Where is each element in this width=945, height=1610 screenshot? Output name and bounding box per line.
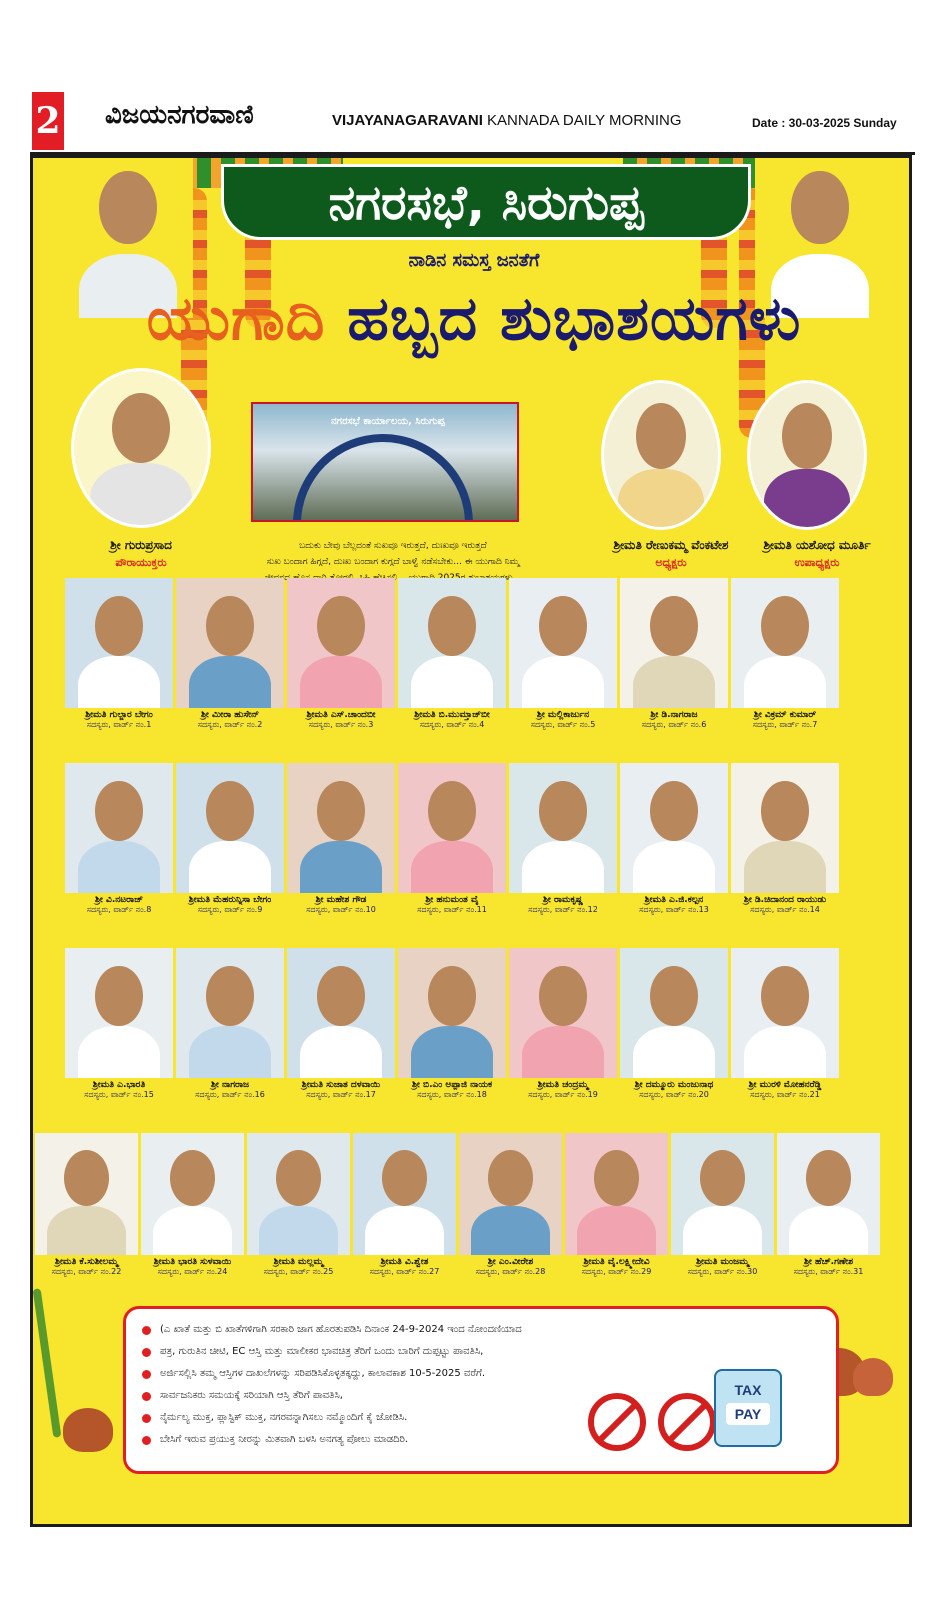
member-name: ಶ್ರೀ ಮಹೇಶ ಗೌಡ: [315, 895, 367, 905]
member-photo: [398, 578, 506, 708]
member-name: ಶ್ರೀಮತಿ ಎ.ಭಾರತಿ: [92, 1080, 146, 1090]
council-member-card: [398, 578, 506, 730]
member-name: ಶ್ರೀಮತಿ ಚಂದ್ರಮ್ಮ: [537, 1080, 589, 1090]
member-name: ಶ್ರೀ ಡಿ.ಚಿದಾನಂದ ರಾಯುಡು: [743, 895, 827, 905]
member-photo: [353, 1133, 456, 1255]
ugadi-advertisement: [30, 155, 912, 1527]
member-ward: ಸದಸ್ಯರು, ವಾರ್ಡ್ ನಂ.27: [369, 1267, 440, 1276]
member-photo: [620, 763, 728, 893]
member-ward: ಸದಸ್ಯರು, ವಾರ್ಡ್ ನಂ.18: [417, 1090, 487, 1099]
member-ward: ಸದಸ್ಯರು, ವಾರ್ಡ್ ನಂ.13: [639, 905, 709, 914]
president-photo: [601, 380, 721, 530]
member-photo: [65, 948, 173, 1078]
notice-item: ಸಾರ್ವಜನಿಕರು ಸಮಯಕ್ಕೆ ಸರಿಯಾಗಿ ಆಸ್ತಿ ತೆರಿಗೆ ಪಾವತಿಸಿ,: [142, 1385, 582, 1407]
member-ward: ಸದಸ್ಯರು, ವಾರ್ಡ್ ನಂ.1: [86, 720, 152, 729]
member-name: ಶ್ರೀ ಮಲ್ಲಿಕಾರ್ಜುನ: [536, 710, 590, 720]
member-photo: [509, 763, 617, 893]
council-member-card: [777, 1133, 880, 1277]
member-name: ಶ್ರೀಮತಿ ಎ.ಜಿ.ಕಲ್ಪನ: [644, 895, 704, 905]
member-name: ಶ್ರೀ ವಿ.ನಟರಾಜ್: [94, 895, 144, 905]
member-name: ಶ್ರೀ ಮೀರಾ ಹುಸೇನ್: [200, 710, 260, 720]
council-member-card: [65, 948, 173, 1100]
paper-name-kannada: ವಿಜಯನಗರವಾಣಿ: [105, 100, 254, 130]
council-member-card: [141, 1133, 244, 1277]
commissioner-name: ಶ್ರೀ ಗುರುಪ್ರಸಾದ: [110, 538, 172, 552]
commissioner-role: ಪೌರಾಯುಕ್ತರು: [115, 556, 167, 569]
member-name: ಶ್ರೀಮತಿ ಮಂಜಮ್ಮ: [696, 1257, 749, 1267]
member-photo: [287, 763, 395, 893]
vice-president-role: ಉಪಾಧ್ಯಕ್ಷರು: [794, 556, 840, 569]
ugadi-greeting: [33, 284, 912, 354]
member-ward: ಸದಸ್ಯರು, ವಾರ್ಡ್ ನಂ.11: [417, 905, 487, 914]
member-photo: [287, 948, 395, 1078]
member-name: ಶ್ರೀಮತಿ ಭಾರತಿ ಸುಳವಾಯಿ: [153, 1257, 232, 1267]
member-ward: ಸದಸ್ಯರು, ವಾರ್ಡ್ ನಂ.28: [475, 1267, 546, 1276]
member-ward: ಸದಸ್ಯರು, ವಾರ್ಡ್ ನಂ.14: [750, 905, 820, 914]
council-member-card: [65, 578, 173, 730]
council-member-card: [176, 763, 284, 915]
member-ward: ಸದಸ್ಯರು, ವಾರ್ಡ್ ನಂ.9: [197, 905, 263, 914]
member-name: ಶ್ರೀ ಬಿ.ಎಂ ಅಪ್ಪಾಜಿ ನಾಯಕ: [411, 1080, 493, 1090]
member-ward: ಸದಸ್ಯರು, ವಾರ್ಡ್ ನಂ.25: [263, 1267, 334, 1276]
member-photo: [509, 948, 617, 1078]
member-name: ಶ್ರೀಮತಿ ವಿ.ಶ್ವೇತ: [380, 1257, 429, 1267]
member-ward: ಸದಸ್ಯರು, ವಾರ್ಡ್ ನಂ.2: [197, 720, 263, 729]
pay-icon-label: PAY: [726, 1403, 770, 1425]
greeting-rest: ಹಬ್ಬದ ಶುಭಾಶಯಗಳು: [347, 284, 802, 354]
greeting-highlight: ಯುಗಾದಿ: [146, 284, 326, 354]
member-name: ಶ್ರೀಮತಿ ವೈ.ಲಕ್ಷ್ಮೀದೇವಿ: [583, 1257, 650, 1267]
council-member-card: [398, 763, 506, 915]
council-member-card: [731, 578, 839, 730]
municipality-title: ನಗರಸಭೆ, ಸಿರುಗುಪ್ಪ: [221, 164, 751, 240]
member-name: ಶ್ರೀ ಮುರಳಿ ಮೋಹನರೆಡ್ಡಿ: [748, 1080, 822, 1090]
member-photo: [287, 578, 395, 708]
member-name: ಶ್ರೀಮತಿ ಮೆಹರುನ್ನಿಸಾ ಬೇಗಂ: [188, 895, 272, 905]
tax-icon-label: TAX: [734, 1382, 762, 1398]
council-member-card: [287, 948, 395, 1100]
member-photo: [176, 578, 284, 708]
municipal-office-photo: [251, 402, 519, 522]
president-role: ಅಧ್ಯಕ್ಷರು: [655, 556, 687, 569]
member-photo: [398, 948, 506, 1078]
council-member-card: [509, 578, 617, 730]
member-name: ಶ್ರೀ ಹೆಚ್.ಗಣೇಶ: [803, 1257, 854, 1267]
member-ward: ಸದಸ್ಯರು, ವಾರ್ಡ್ ನಂ.15: [84, 1090, 154, 1099]
no-plastic-icon: [588, 1393, 646, 1451]
member-ward: ಸದಸ್ಯರು, ವಾರ್ಡ್ ನಂ.31: [793, 1267, 864, 1276]
paper-name-english-bold: VIJAYANAGARAVANI: [332, 112, 483, 129]
member-ward: ಸದಸ್ಯರು, ವಾರ್ಡ್ ನಂ.20: [639, 1090, 709, 1099]
member-name: ಶ್ರೀಮತಿ ಸುಜಾತ ದಳವಾಯಿ: [301, 1080, 381, 1090]
council-member-card: [509, 948, 617, 1100]
issue-date: Date : 30-03-2025 Sunday: [752, 116, 897, 130]
member-ward: ಸದಸ್ಯರು, ವಾರ್ಡ್ ನಂ.22: [51, 1267, 122, 1276]
vice-president-name: ಶ್ರೀಮತಿ ಯಶೋಧ ಮೂರ್ತಿ: [763, 538, 871, 552]
member-ward: ಸದಸ್ಯರು, ವಾರ್ಡ್ ನಂ.8: [86, 905, 152, 914]
member-photo: [777, 1133, 880, 1255]
leader-president: [601, 380, 729, 569]
member-ward: ಸದಸ್ಯರು, ವಾರ್ಡ್ ನಂ.5: [530, 720, 596, 729]
member-ward: ಸದಸ್ಯರು, ವಾರ್ಡ್ ನಂ.21: [750, 1090, 820, 1099]
member-ward: ಸದಸ್ಯರು, ವಾರ್ಡ್ ನಂ.10: [306, 905, 376, 914]
member-ward: ಸದಸ್ಯರು, ವಾರ್ಡ್ ನಂ.7: [752, 720, 818, 729]
sugarcane-decoration-left: [33, 1288, 62, 1438]
member-name: ಶ್ರೀ ಹನುಮಂತ ವೈ: [425, 895, 479, 905]
member-ward: ಸದಸ್ಯರು, ವಾರ್ಡ್ ನಂ.19: [528, 1090, 598, 1099]
member-photo: [620, 578, 728, 708]
member-photo: [176, 948, 284, 1078]
member-ward: ಸದಸ್ಯರು, ವಾರ್ಡ್ ನಂ.24: [157, 1267, 228, 1276]
member-name: ಶ್ರೀಮತಿ ಬಿ.ಮುಮ್ತಾಜ್‌ಬೀ: [414, 710, 490, 720]
paper-tagline: KANNADA DAILY MORNING: [487, 112, 682, 129]
council-member-card: [176, 578, 284, 730]
council-member-card: [176, 948, 284, 1100]
member-name: ಶ್ರೀಮತಿ ಗುಲ್ಜಾರ ಬೇಗಂ: [85, 710, 153, 720]
member-name: ಶ್ರೀಮತಿ ಮಲ್ಲಮ್ಮ: [273, 1257, 324, 1267]
member-ward: ಸದಸ್ಯರು, ವಾರ್ಡ್ ನಂ.16: [195, 1090, 265, 1099]
council-member-card: [287, 763, 395, 915]
council-member-card: [287, 578, 395, 730]
council-member-card: [731, 948, 839, 1100]
member-ward: ಸದಸ್ಯರು, ವಾರ್ಡ್ ನಂ.17: [306, 1090, 376, 1099]
member-name: ಶ್ರೀ ನಾಗರಾಜ: [210, 1080, 250, 1090]
caption-line: ಬದುಕು ಬೇವು ಬೆಲ್ಲದಂತೆ ಸುಖವೂ ಇರುತ್ತದೆ, ದುಃಖವೂ ಇರುತ್ತದೆ: [299, 541, 487, 551]
tax-pay-icon: [714, 1369, 782, 1447]
council-member-card: [398, 948, 506, 1100]
notice-item: ಅರ್ಜಿಸಲ್ಲಿಸಿ ತಮ್ಮ ಆಸ್ತಿಗಳ ದಾಖಲೆಗಳನ್ನು ಸರಿಪಡಿಸಿಕೊಳ್ಳತಕ್ಕದ್ದು, ಕಾಲಾವಕಾಶ 10-5-2025 ವರೆಗೆ.: [142, 1363, 582, 1385]
council-member-card: [247, 1133, 350, 1277]
member-photo: [398, 763, 506, 893]
member-photo: [65, 578, 173, 708]
member-name: ಶ್ರೀ ಡಿ.ನಾಗರಾಜ: [650, 710, 698, 720]
council-member-card: [353, 1133, 456, 1277]
member-photo: [141, 1133, 244, 1255]
office-sign-text: ನಗರಸಭೆ ಕಾರ್ಯಾಲಯ, ಸಿರುಗುಪ್ಪ: [331, 416, 445, 427]
member-photo: [565, 1133, 668, 1255]
member-ward: ಸದಸ್ಯರು, ವಾರ್ಡ್ ನಂ.29: [581, 1267, 652, 1276]
council-member-card: [35, 1133, 138, 1277]
member-photo: [65, 763, 173, 893]
member-photo: [731, 763, 839, 893]
member-ward: ಸದಸ್ಯರು, ವಾರ್ಡ್ ನಂ.30: [687, 1267, 758, 1276]
council-member-card: [620, 763, 728, 915]
member-photo: [247, 1133, 350, 1255]
vice-president-photo: [747, 380, 867, 530]
council-member-card: [509, 763, 617, 915]
caption-line: ಸುಖ ಬಂದಾಗ ಹಿಗ್ಗದೆ, ದುಃಖ ಬಂದಾಗ ಕುಗ್ಗದೆ ಬಾಳ್ವೆ ನಡೆಸಬೇಕು... ಈ ಯುಗಾದಿ ನಿಮ್ಮ: [266, 557, 520, 567]
member-name: ಶ್ರೀಮತಿ ಎಸ್.ಚಾಂದಬೀ: [306, 710, 376, 720]
member-photo: [731, 948, 839, 1078]
pot-decoration-icon-2: [853, 1358, 893, 1396]
notice-item: ನೈರ್ಮಲ್ಯ ಮುಕ್ತ, ಪ್ಲಾಸ್ಟಿಕ್ ಮುಕ್ತ, ನಗರವನ್ನಾಗಿಸಲು ನಮ್ಮೊಂದಿಗೆ ಕೈ ಜೋಡಿಸಿ.: [142, 1407, 582, 1429]
member-name: ಶ್ರೀ ವಿಕ್ರಮ್ ಕುಮಾರ್: [753, 710, 817, 720]
notice-item: ಬೇಸಿಗೆ ಇರುವ ಪ್ರಯುಕ್ತ ನೀರನ್ನು ಮಿತವಾಗಿ ಬಳಸಿ ಅನಗತ್ಯ ಪೋಲು ಮಾಡದಿರಿ.: [142, 1429, 582, 1451]
member-name: ಶ್ರೀ ರಾಮಕೃಷ್ಣ: [542, 895, 584, 905]
council-member-card: [65, 763, 173, 915]
member-name: ಶ್ರೀ ದಮ್ಮೂರು ಮಂಜುನಾಥ: [634, 1080, 714, 1090]
council-member-card: [565, 1133, 668, 1277]
paper-name-english: [332, 112, 682, 129]
greeting-subtitle: ನಾಡಿನ ಸಮಸ್ತ ಜನತೆಗೆ: [408, 250, 540, 271]
council-member-card: [671, 1133, 774, 1277]
page-number: 2: [32, 92, 64, 150]
council-member-card: [731, 763, 839, 915]
member-ward: ಸದಸ್ಯರು, ವಾರ್ಡ್ ನಂ.4: [419, 720, 485, 729]
member-ward: ಸದಸ್ಯರು, ವಾರ್ಡ್ ನಂ.3: [308, 720, 374, 729]
member-photo: [620, 948, 728, 1078]
member-ward: ಸದಸ್ಯರು, ವಾರ್ಡ್ ನಂ.12: [528, 905, 598, 914]
member-photo: [459, 1133, 562, 1255]
member-ward: ಸದಸ್ಯರು, ವಾರ್ಡ್ ನಂ.6: [641, 720, 707, 729]
president-name: ಶ್ರೀಮತಿ ರೇಣುಕಮ್ಮ ವೆಂಕಟೇಶ: [613, 538, 729, 552]
council-member-card: [620, 948, 728, 1100]
notice-list: [142, 1319, 582, 1451]
council-member-card: [620, 578, 728, 730]
member-name: ಶ್ರೀಮತಿ ಕೆ.ಸುಶೀಲಮ್ಮ: [55, 1257, 118, 1267]
public-notice-box: [123, 1306, 839, 1474]
member-photo: [671, 1133, 774, 1255]
member-photo: [35, 1133, 138, 1255]
no-water-waste-icon: [658, 1393, 716, 1451]
notice-item: (ಎ ಖಾತೆ ಮತ್ತು ಬಿ ಖಾತೆಗಳಿಗಾಗಿ ಸರಕಾರಿ ಜಾಗ ಹೊರತುಪಡಿಸಿ ದಿನಾಂಕ 24-9-2024 ಇಂದ ನೋಂದಣಿಯಾದ: [142, 1319, 582, 1341]
member-photo: [176, 763, 284, 893]
leader-vice-president: [747, 380, 871, 569]
member-photo: [731, 578, 839, 708]
member-name: ಶ್ರೀ ಎಂ.ವೀರೇಶ: [487, 1257, 534, 1267]
notice-item: ಪತ್ರ, ಗುರುತಿನ ಚೀಟಿ, EC ಆಸ್ತಿ ಮತ್ತು ಮಾಲೀಕರ ಭಾವಚಿತ್ರ ತೆರಿಗೆ ಒಂದು ಬಾರಿಗೆ ದುಪ್ಪಟ್ಟು ಪಾವತಿಸಿ,: [142, 1341, 582, 1363]
pooja-pot-icon: [63, 1408, 113, 1452]
leader-commissioner: [71, 368, 211, 569]
council-member-card: [459, 1133, 562, 1277]
commissioner-photo: [71, 368, 211, 528]
masthead: [30, 90, 915, 152]
member-photo: [509, 578, 617, 708]
